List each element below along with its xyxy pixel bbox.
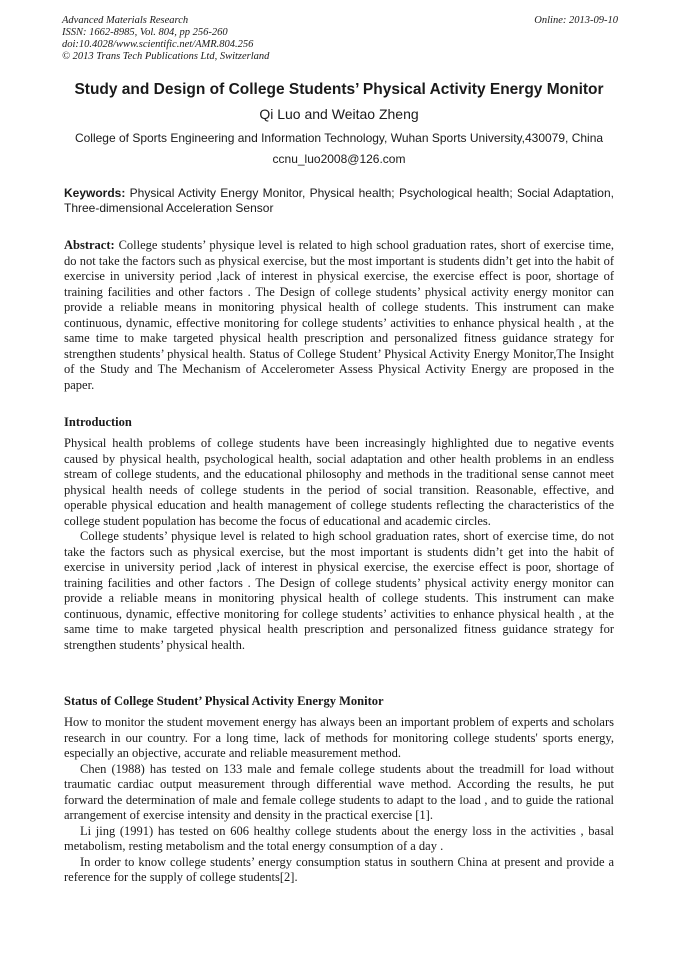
abstract-text: College students’ physique level is related to high school graduation rates, short of exercise time, do not take the factors such as physical exercise, but the most important is students didn’t get into the habit of exercise in university period ,lack of interest in physical exercise, the exercise effect is poor, shortage of training facilities and other factors . The Design of college students’ physical activity energy monitor can provide a reliable means in monitoring physical health of college students. This instrument can make continuous, dynamic, effective monitoring for college students’ activities to enhance physical health , at the same time to make targeted physical health prescription and personalized fitness guidance strategy for strengthen students’ physical health. Status of College Student’ Physical Activity Energy Monitor,The Insight of the Study and The Mechanism of Accelerometer Assess Physical Activity Energy are proposed in the paper. xyxy=(64,238,615,392)
keywords-text: Physical Activity Energy Monitor, Physical health; Psychological health; Social Adaptation, Three-dimensional Acceleration Sensor xyxy=(64,186,614,215)
author-affiliation: College of Sports Engineering and Information Technology, Wuhan Sports University,430079, China xyxy=(74,131,604,145)
journal-name: Advanced Materials Research xyxy=(62,15,189,26)
online-date: Online: 2013-09-10 xyxy=(534,15,618,26)
status-paragraph-1: How to monitor the student movement energy has always been an important problem of experts and scholars research in our country. For a long time, lack of methods for monitoring college students' sports energy, especially an objective, accurate and reliable measurement method. xyxy=(64,715,614,760)
journal-header xyxy=(62,15,618,63)
paper-title: Study and Design of College Students’ Physical Activity Energy Monitor xyxy=(74,81,604,98)
introduction-heading: Introduction xyxy=(64,415,132,429)
journal-issn: ISSN: 1662-8985, Vol. 804, pp 256-260 xyxy=(62,27,228,38)
intro-paragraph-2: College students’ physique level is related to high school graduation rates, short of exercise time, do not take the factors such as physical exercise, but the most important is students didn’t get into the habit of exercise in university period ,lack of interest in physical exercise, the exercise effect is poor, shortage of training facilities and other factors . The Design of college students’ physical activity energy monitor can provide a reliable means in monitoring physical health of college students. This instrument can make continuous, dynamic, effective monitoring for college students’ activities to enhance physical health , at the same time to make targeted physical health prescription and personalized fitness guidance strategy for strengthen students’ physical health. xyxy=(64,529,614,652)
journal-copyright: © 2013 Trans Tech Publications Ltd, Switzerland xyxy=(62,51,270,62)
author-email: ccnu_luo2008@126.com xyxy=(272,152,406,166)
status-paragraph-4: In order to know college students’ energy consumption status in southern China at present and provide a reference for the supply of college students[2]. xyxy=(64,854,614,884)
keywords-block xyxy=(64,186,614,216)
status-paragraph-2: Chen (1988) has tested on 133 male and female college students about the treadmill for load without traumatic cardiac output measurement through differential wave method. According the results, he put forward the determination of male and female college students to adapt to the load , and to guide the rational arrangement of exercise intensity and density in the practical exercise [1]. xyxy=(64,761,614,822)
paper-authors: Qi Luo and Weitao Zheng xyxy=(259,106,419,122)
intro-paragraph-1: Physical health problems of college students have been increasingly highlighted due to negative events caused by physical health, psychological health, social adaptation and other health problems in an endless stream of college students, and the educational philosophy and methods in the traditional sense cannot meet physical health needs of college students in the period of social transition. Reasonable, effective, and operable physical education and health management of college students reflecting the characteristics of the college student population has become the focus of educational and academic circles. xyxy=(64,436,614,528)
status-heading: Status of College Student’ Physical Activity Energy Monitor xyxy=(64,694,384,708)
abstract-block xyxy=(64,238,614,393)
status-paragraph-3: Li jing (1991) has tested on 606 healthy college students about the energy loss in the activities , basal metabolism, resting metabolism and the total energy consumption of a day . xyxy=(64,823,614,853)
journal-doi: doi:10.4028/www.scientific.net/AMR.804.256 xyxy=(62,39,254,50)
status-section xyxy=(64,715,614,886)
keywords-label: Keywords: xyxy=(64,186,126,200)
abstract-label: Abstract: xyxy=(64,238,115,252)
introduction-section xyxy=(64,436,614,653)
